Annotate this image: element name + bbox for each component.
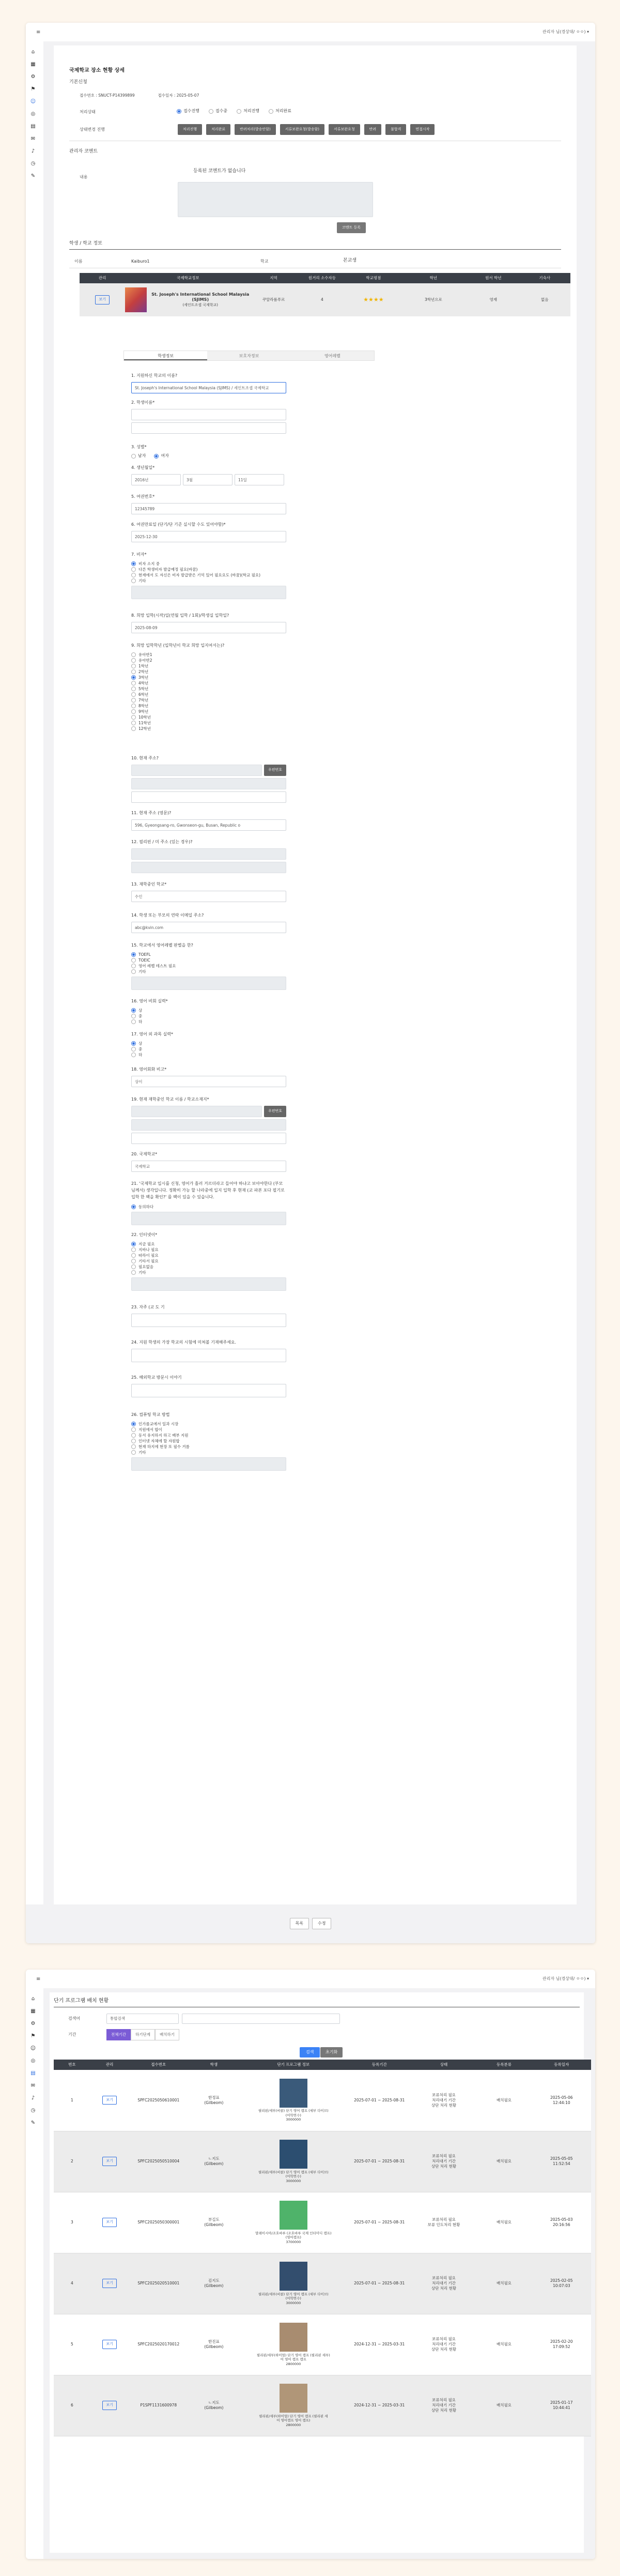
status-option[interactable]: 처리진행 <box>237 109 259 114</box>
address-input-2[interactable] <box>131 791 286 803</box>
student-name: ㄴ지도 (Gilbeom) <box>204 2400 224 2410</box>
grade-option[interactable]: 유아반1 <box>131 652 286 658</box>
list-button[interactable]: 목록 <box>290 1918 309 1929</box>
school-postcode-input[interactable] <box>131 1106 262 1117</box>
chart-icon[interactable]: ▤ <box>30 2070 36 2076</box>
english-level-option[interactable]: 하 <box>131 1019 286 1025</box>
request-code: SPFC2025020510001 <box>137 2281 180 2286</box>
school-thumbnail <box>125 287 147 312</box>
period-tab-pending[interactable]: 하기단계 <box>131 2029 155 2040</box>
request-number: SNUCT-P14399899 <box>98 93 135 98</box>
request-code: SPFC2025020170012 <box>137 2342 180 2347</box>
english-level-option[interactable]: 중 <box>131 1013 286 1019</box>
visit-input[interactable] <box>131 1384 286 1397</box>
register-date: 2025-05-06 12:44:10 <box>550 2095 573 2105</box>
student-name-label: 이름 <box>74 259 83 264</box>
conversation-select[interactable]: 상이 <box>131 1076 286 1087</box>
status-option[interactable]: 처리완료 <box>269 109 291 114</box>
question-intl-school: 20. 국제학교* 국제학교 <box>131 1152 286 1172</box>
request-code: SPFC2025050510004 <box>137 2159 180 2164</box>
status-change-button[interactable]: 서류보완요청 <box>329 124 360 135</box>
status-option[interactable]: 접수진행 <box>177 109 199 114</box>
page-title: 국제학교 장소 현황 상세 <box>69 68 125 73</box>
row-number: 2 <box>70 2159 73 2164</box>
question-entry-grade: 9. 희망 입학학년 (입학년이 학교 희망 입지여서는)? 유아반1 유아반2 1학년 2학년 3학년 4학년 5학년 6학년 7학년 8학년 9학년 10학년 11학년 12학년 <box>131 643 286 731</box>
program-period: 2025-07-01 ~ 2025-08-31 <box>354 2220 405 2225</box>
request-code: SPFC2025050300001 <box>137 2220 180 2225</box>
internet-option[interactable]: 기타서 필요 <box>131 1258 286 1264</box>
student-name: 한정표 (Gilbeom) <box>204 2095 224 2105</box>
assign-type: 배치필요 <box>496 2097 512 2102</box>
program-info: 말레이시아/조호바루 (조호바루 국제 인터미디 캠프) (영어캠프) 3700000 <box>255 2231 332 2244</box>
assign-type: 배치필요 <box>496 2342 512 2347</box>
program-thumbnail <box>280 2384 307 2413</box>
account-menu[interactable]: 관리자 님(경상대/ ㅇㅇ) ▾ <box>542 1976 589 1981</box>
question-internet: 22. 인터넷이* 지금 필요 지바나 필요 따라이 필요 기타서 필요 필요없음 기타 <box>131 1232 286 1291</box>
section-basic-title: 기본신청 <box>69 80 87 85</box>
student-name: ㄴ지도 (Gilbeom) <box>204 2156 224 2166</box>
grade-option[interactable]: 6학년 <box>131 692 286 697</box>
sidebar <box>26 41 40 1943</box>
visa-option[interactable]: 비자 소지 중 <box>131 561 286 567</box>
program-status: 보류처리 필요 처리대기 기간 상단 처리 현황 <box>431 2276 457 2291</box>
question-current-school: 13. 재학중인 학교* 수인 <box>131 882 286 902</box>
program-period: 2025-07-01 ~ 2025-08-31 <box>354 2097 405 2102</box>
email-input[interactable]: abc@kvin.com <box>131 922 286 933</box>
application-detail-window <box>26 23 595 1943</box>
bell-icon[interactable]: ♪ <box>31 2095 35 2101</box>
status-change-button[interactable]: 반려처리(발송안함) <box>235 124 276 135</box>
request-date: 2025-05-07 <box>176 93 199 98</box>
question-visit: 25. 해외학교 방문시 이야기 <box>131 1375 286 1397</box>
gear-icon[interactable]: ⚙ <box>30 73 36 80</box>
consent-other-input[interactable] <box>131 1212 286 1225</box>
question-english-level: 16. 영어 비회 실력* 상 중 하 <box>131 999 286 1025</box>
grade-options <box>131 652 286 731</box>
question-school-location: 19. 현재 재학중인 학교 이름 / 학교소재지* 우편번호 <box>131 1097 286 1144</box>
school-count: 4 <box>321 297 323 302</box>
visa-option[interactable]: 다른 학생비자 발급예정 필요(바꿈) <box>131 567 286 572</box>
menu-toggle-icon[interactable]: ≡ <box>36 1976 41 1982</box>
assign-type: 배치필요 <box>496 2159 512 2164</box>
question-school-name: 1. 지원하신 학교의 이름? St. Joseph's International School Malaysia (SJIMS) / 세인트조셉 국제학교 <box>131 373 286 393</box>
program-status: 보류처리 필요 처리대기 기간 상단 처리 현황 <box>431 2398 457 2413</box>
status-option[interactable]: 접수중 <box>209 109 227 114</box>
local-address-input-2[interactable] <box>131 862 286 873</box>
program-period: 2025-07-01 ~ 2025-08-31 <box>354 2159 405 2164</box>
grade-option[interactable]: 11학년 <box>131 720 286 726</box>
internet-option[interactable]: 필요없음 <box>131 1264 286 1270</box>
status-radio-group <box>177 109 291 114</box>
section-memo-title: 관리자 코멘트 <box>69 149 98 154</box>
grade-option[interactable]: 10학년 <box>131 714 286 720</box>
tool-icon[interactable]: ✎ <box>30 2120 36 2126</box>
row-number: 5 <box>70 2342 73 2347</box>
table-row <box>54 2070 591 2131</box>
birth-day-select[interactable]: 11일 <box>235 474 284 485</box>
memo-empty-text: 등록된 코멘트가 없습니다 <box>193 169 246 174</box>
search-button[interactable]: 검색 <box>300 2047 320 2057</box>
program-thumbnail <box>280 2079 307 2108</box>
table-body <box>54 2070 591 2436</box>
flag-icon[interactable]: ⚑ <box>30 2033 36 2039</box>
view-button[interactable]: 보기 <box>102 2401 117 2410</box>
student-name-input-1[interactable] <box>131 409 286 420</box>
chart-icon[interactable]: ▤ <box>30 123 36 129</box>
memo-label: 내용 <box>80 175 88 179</box>
gear-icon[interactable]: ⚙ <box>30 2020 36 2026</box>
program-list-window <box>26 1970 595 2559</box>
question-computing: 26. 컴퓨팅 학교 방법 인가를교에서 일과 시장 지원에서 합이 동서 유지하지 하고 배부 지원 인터넷 자체에 할 자원합 현재 하지에 현장 또 필수 거름 기타 <box>131 1412 286 1471</box>
program-thumbnail <box>280 2262 307 2291</box>
chat-icon[interactable]: ✉ <box>30 135 36 142</box>
question-address: 10. 현재 주소? 우편번호 <box>131 756 286 803</box>
tab-guardian-info[interactable]: 보호자정보 <box>239 354 259 358</box>
internet-other-input[interactable] <box>131 1277 286 1291</box>
program-thumbnail <box>280 2323 307 2352</box>
program-info: 필리핀/세부(하이얼) 단기 영어 캠프 (필리핀 세부) 어 영어 캠프 캠프 2800000 <box>256 2353 330 2366</box>
internet-option[interactable]: 기타 <box>131 1270 286 1275</box>
table-row <box>54 2314 591 2375</box>
table-header: 번호 관리 접수번호 학생 단기 프로그램 정보 등록기간 상태 등록분류 등록일자 <box>54 2060 591 2070</box>
main-content <box>43 41 595 1943</box>
question-email: 14. 학생 또는 부모의 연락 이메일 주소? abc@kvin.com <box>131 913 286 933</box>
english-level-option[interactable]: 상 <box>131 1008 286 1013</box>
internet-option[interactable]: 지바나 필요 <box>131 1247 286 1253</box>
program-period: 2024-12-31 ~ 2025-03-31 <box>354 2342 405 2347</box>
status-label: 처리상태 <box>80 110 96 114</box>
period-tab-all[interactable]: 전체기간 <box>106 2029 131 2040</box>
english-test-other-input[interactable] <box>131 977 286 990</box>
computing-other-input[interactable] <box>131 1457 286 1471</box>
local-address-input-1[interactable] <box>131 848 286 860</box>
visa-other-input[interactable] <box>131 586 286 599</box>
internet-option[interactable]: 따라이 필요 <box>131 1253 286 1258</box>
computing-option[interactable]: 현재 하지에 현장 또 필수 거름 <box>131 1444 286 1450</box>
request-code: P1SPF1131600978 <box>140 2403 177 2408</box>
period-tabs <box>106 2029 179 2040</box>
status-change-button[interactable]: 면접시작 <box>410 124 435 135</box>
computing-option[interactable]: 인가를교에서 일과 시장 <box>131 1421 286 1427</box>
student-name: 부길도 (Gilbeom) <box>204 2217 224 2227</box>
assign-type: 배치필요 <box>496 2220 512 2225</box>
question-gender: 3. 성별* 남자 여자 <box>131 445 169 459</box>
menu-toggle-icon[interactable]: ≡ <box>36 29 41 35</box>
program-status: 보류처리 필요 처리대기 기간 상단 처리 현황 <box>431 2337 457 2352</box>
school-table <box>80 273 570 316</box>
student-name: 한진표 (Gilbeom) <box>204 2339 224 2349</box>
school-address-input-1[interactable] <box>131 1119 286 1131</box>
memo-submit-button[interactable]: 코멘트 등록 <box>337 222 366 233</box>
register-date: 2025-02-20 17:09:52 <box>550 2339 573 2349</box>
request-meta: 접수번호 : SNUCT-P14399899 접수일자 : 2025-05-07 <box>80 93 199 98</box>
program-status: 보류처리 필요 보류 인도처리 현황 <box>427 2217 460 2227</box>
gender-option-female[interactable]: 여자 <box>154 453 168 459</box>
view-button[interactable]: 보기 <box>102 2218 117 2227</box>
entry-date-input[interactable]: 2025-08-09 <box>131 622 286 633</box>
program-table <box>54 2060 591 2436</box>
status-change-buttons <box>178 124 435 135</box>
tab-student-info[interactable]: 학생정보 <box>124 351 207 360</box>
visa-option[interactable]: 기타 <box>131 578 286 584</box>
rating-stars: ★★★★ <box>363 296 384 303</box>
english-test-option[interactable]: 기타 <box>131 969 286 974</box>
program-info: 필리핀/세부(하이얼) 단기 영어 캠프 (필리핀 세 어 영어캠프 영어 캠프) 2800000 <box>259 2414 328 2427</box>
question-consent: 21. '국제학교 입시를 신청, 영어가 흘러 거르더라고 들어야 하냐고 보아야한다 (부모님께서) 생각입니다. 정확히 가능 할 나라중에 입지 입학 후 현재 (교 파본 포다 필기로 입학 한 팩을 확인?' 를 팩이 있을 수 있습니다. 동의하다 <box>131 1181 286 1225</box>
grade-option[interactable]: 5학년 <box>131 686 286 692</box>
grade-option[interactable]: 9학년 <box>131 709 286 714</box>
page-title: 단기 프로그램 배치 현황 <box>54 1998 109 2004</box>
school-postcode-button[interactable]: 우편번호 <box>264 1106 286 1117</box>
postcode-button[interactable]: 우편번호 <box>264 765 286 776</box>
request-code: SPFC2025050610001 <box>137 2097 180 2102</box>
section-student-title: 학생 / 학교 정보 <box>69 241 102 246</box>
bell-icon[interactable]: ♪ <box>31 148 35 154</box>
question-entry-date: 8. 희망 입학(시작)일(연월 입학 / 1회)/학생실 입학일? 2025-08-09 <box>131 613 286 633</box>
question-local-address: 12. 필리핀 / 미 주소 (있는 경우)? <box>131 840 286 873</box>
program-period: 2025-07-01 ~ 2025-08-31 <box>354 2281 405 2286</box>
question-visa: 7. 비자* 비자 소지 중 다른 학생비자 발급예정 필요(바꿈) 현재에서 도 자신은 비자 발급받은 기억 있어 필요요도 (바꿈)(학교 필요) 기타 <box>131 552 286 599</box>
top-bar <box>26 1970 595 1988</box>
grid-icon[interactable]: ▦ <box>30 61 36 67</box>
internet-option[interactable]: 지금 필요 <box>131 1241 286 1247</box>
edit-button[interactable]: 수정 <box>312 1918 331 1929</box>
question-exam-history: 24. 지원 학생의 가장 학교의 시험에 미쳐볼 기재해주세요. <box>131 1340 286 1362</box>
grade-option[interactable]: 유아반2 <box>131 658 286 663</box>
birth-month-select[interactable]: 3월 <box>183 474 233 485</box>
exam-history-input[interactable] <box>131 1349 286 1362</box>
status-change-button[interactable]: 처리진행 <box>178 124 202 135</box>
table-row <box>54 2375 591 2436</box>
computing-option[interactable]: 지원에서 합이 <box>131 1427 286 1432</box>
question-english-test: 15. 학교에서 영어레벨 판별을 한? TOEFL TOEIC 영어 레벨 테스트 필요 기타 <box>131 943 286 990</box>
postcode-input[interactable] <box>131 765 262 776</box>
sidebar <box>26 1988 40 2559</box>
home-icon[interactable]: ⌂ <box>31 49 35 55</box>
grid-icon[interactable]: ▦ <box>30 2008 36 2014</box>
view-button[interactable]: 보기 <box>102 2157 117 2166</box>
filter-select[interactable]: 통합검색 <box>106 2014 179 2024</box>
home-icon[interactable]: ⌂ <box>31 1995 35 2002</box>
table-row <box>54 2131 591 2192</box>
grade-option[interactable]: 7학년 <box>131 697 286 703</box>
student-name-input-2[interactable] <box>131 422 286 434</box>
filter-label: 검색어 <box>68 2016 81 2021</box>
clock-icon[interactable]: ◷ <box>30 2107 36 2113</box>
computing-option[interactable]: 인터넷 자체에 할 자원합 <box>131 1438 286 1444</box>
status-change-button[interactable]: 서류보완요청(발송함) <box>280 124 324 135</box>
program-thumbnail <box>280 2201 307 2230</box>
app-grade: 영재 <box>489 297 498 302</box>
top-bar <box>26 23 595 41</box>
frequency-input[interactable] <box>131 1314 286 1327</box>
question-passport-expiry: 6. 여권만료일 (단기/단 기준 실시할 수도 있어야함)* 2025-12-30 <box>131 522 286 542</box>
question-birthdate: 4. 생년월일* 2016년 3월 11일 <box>131 465 286 485</box>
user-icon[interactable]: ☺ <box>30 2045 36 2051</box>
tool-icon[interactable]: ✎ <box>30 173 36 179</box>
search-input[interactable] <box>182 2014 340 2024</box>
row-number: 6 <box>70 2403 73 2408</box>
row-number: 1 <box>70 2097 73 2102</box>
user-icon[interactable]: ☺ <box>30 98 36 104</box>
question-other-level: 17. 영어 외 과목 실력* 상 중 하 <box>131 1032 286 1058</box>
account-menu[interactable]: 관리자 님(경상대/ ㅇㅇ) ▾ <box>542 29 589 34</box>
grade-option[interactable]: 8학년 <box>131 703 286 709</box>
school-label: 학교 <box>260 259 269 264</box>
view-button[interactable]: 보기 <box>102 2279 117 2288</box>
english-test-option[interactable]: TOEIC <box>131 957 286 963</box>
program-status: 보류처리 필요 처리대기 기간 상단 처리 현황 <box>431 2154 457 2169</box>
view-button[interactable]: 보기 <box>102 2096 117 2105</box>
passport-number-input[interactable]: 12345789 <box>131 503 286 514</box>
consent-option[interactable]: 동의하다 <box>131 1204 286 1210</box>
table-row <box>54 2192 591 2253</box>
other-level-option[interactable]: 중 <box>131 1046 286 1052</box>
intl-school-select[interactable]: 국제학교 <box>131 1161 286 1172</box>
question-passport-number: 5. 여권번호* 12345789 <box>131 494 286 514</box>
divider <box>69 249 561 250</box>
other-level-option[interactable]: 상 <box>131 1041 286 1046</box>
table-row <box>54 2253 591 2314</box>
program-status: 보류처리 필요 처리대기 기간 상단 처리 현황 <box>431 2093 457 2108</box>
gender-option-male[interactable]: 남자 <box>131 453 146 459</box>
dormitory: 없음 <box>541 297 549 302</box>
assign-type: 배치필요 <box>496 2403 512 2408</box>
school-address-input-2[interactable] <box>131 1133 286 1144</box>
other-level-option[interactable]: 하 <box>131 1052 286 1058</box>
reset-button[interactable]: 초기화 <box>320 2047 343 2057</box>
question-student-name: 2. 학생이름* <box>131 400 286 434</box>
register-date: 2025-05-05 11:52:54 <box>550 2156 573 2166</box>
student-name: 김지도 (Gilbeom) <box>204 2278 224 2288</box>
school-grade: 3학년으로 <box>424 297 442 302</box>
program-info: 필리핀/세부(비콜) 단기 영어 캠프 (세부 다이브) (어학연수) 3000000 <box>258 2109 329 2122</box>
tab-english-level[interactable]: 영어레벨 <box>324 354 340 358</box>
english-test-option[interactable]: 영어 레벨 테스트 필요 <box>131 963 286 969</box>
status-change-label: 상태변경 진행 <box>80 127 105 132</box>
register-date: 2025-02-05 10:07:03 <box>550 2278 573 2288</box>
question-address-en: 11. 현재 주소 (영문)? 596, Gyeongsang-ro, Gwonseon-gu, Busan, Republic o <box>131 811 286 831</box>
grade-option[interactable]: 4학년 <box>131 680 286 686</box>
globe-icon[interactable]: ◎ <box>30 111 36 117</box>
school-region: 쿠알라룸푸르 <box>262 297 285 302</box>
flag-icon[interactable]: ⚑ <box>30 86 36 92</box>
grade-option[interactable]: 3학년 <box>131 675 286 680</box>
computing-option[interactable]: 기타 <box>131 1450 286 1455</box>
view-button[interactable]: 보기 <box>102 2340 117 2349</box>
row-number: 4 <box>70 2281 73 2286</box>
row-number: 3 <box>70 2220 73 2225</box>
school-name: St. Joseph's International School Malaysia (SJIMS) <box>151 292 250 302</box>
tab-bar <box>123 350 375 361</box>
detail-card <box>54 45 577 1937</box>
birth-year-select[interactable]: 2016년 <box>131 474 181 485</box>
table-row <box>80 283 570 316</box>
register-date: 2025-05-03 20:16:56 <box>550 2217 573 2227</box>
grade-option[interactable]: 2학년 <box>131 669 286 675</box>
program-period: 2024-12-31 ~ 2025-03-31 <box>354 2403 405 2408</box>
status-change-button[interactable]: 불합격 <box>385 124 406 135</box>
english-test-option[interactable]: TOEFL <box>131 952 286 957</box>
chat-icon[interactable]: ✉ <box>30 2082 36 2089</box>
program-info: 필리핀/세부(비콜) 단기 영어 캠프 (세부 다이브) (어학연수) 3000000 <box>258 2292 329 2305</box>
passport-expiry-input[interactable]: 2025-12-30 <box>131 531 286 542</box>
list-card <box>50 1992 584 2553</box>
current-school-input[interactable]: 수인 <box>131 891 286 902</box>
grade-option[interactable]: 12학년 <box>131 726 286 731</box>
question-frequency: 23. 자주 (교 도 기 <box>131 1305 286 1327</box>
school-name-select[interactable]: St. Joseph's International School Malaysia (SJIMS) / 세인트조셉 국제학교 <box>131 382 286 393</box>
address-en-input[interactable]: 596, Gyeongsang-ro, Gwonseon-gu, Busan, Republic o <box>131 819 286 831</box>
visa-option[interactable]: 현재에서 도 자신은 비자 발급받은 기억 있어 필요요도 (바꿈)(학교 필요) <box>131 572 286 578</box>
period-label: 기간 <box>68 2032 76 2037</box>
program-thumbnail <box>280 2140 307 2169</box>
view-button[interactable]: 보기 <box>95 295 110 304</box>
register-date: 2025-01-17 10:44:41 <box>550 2400 573 2410</box>
memo-textarea[interactable] <box>178 182 373 217</box>
grade-option[interactable]: 1학년 <box>131 663 286 669</box>
clock-icon[interactable]: ◷ <box>30 160 36 166</box>
assign-type: 배치필요 <box>496 2281 512 2286</box>
status-change-button[interactable]: 처리완료 <box>206 124 230 135</box>
question-conversation: 18. 영어회화 비고* 상이 <box>131 1067 286 1087</box>
table-header: 관리 국제학교정보 지역 원거리 소수자등 학교평점 학년 원서 학년 기숙사 <box>80 273 570 283</box>
footer-actions <box>26 1904 595 1943</box>
period-tab-assign[interactable]: 배치하기 <box>155 2029 179 2040</box>
address-input-1[interactable] <box>131 778 286 789</box>
globe-icon[interactable]: ◎ <box>30 2057 36 2064</box>
status-change-button[interactable]: 반려 <box>364 124 382 135</box>
school-subname: (세인트조셉 국제학교) <box>182 302 218 307</box>
program-info: 필리핀/세부(비콜) 단기 영어 캠프 (세부 다이브) (어학연수) 3000000 <box>258 2170 329 2183</box>
student-name: Kaiburo1 <box>131 259 150 264</box>
school-type: 본교생 <box>343 258 357 263</box>
computing-option[interactable]: 동서 유지하지 하고 배부 지원 <box>131 1432 286 1438</box>
main-content <box>43 1988 595 2559</box>
